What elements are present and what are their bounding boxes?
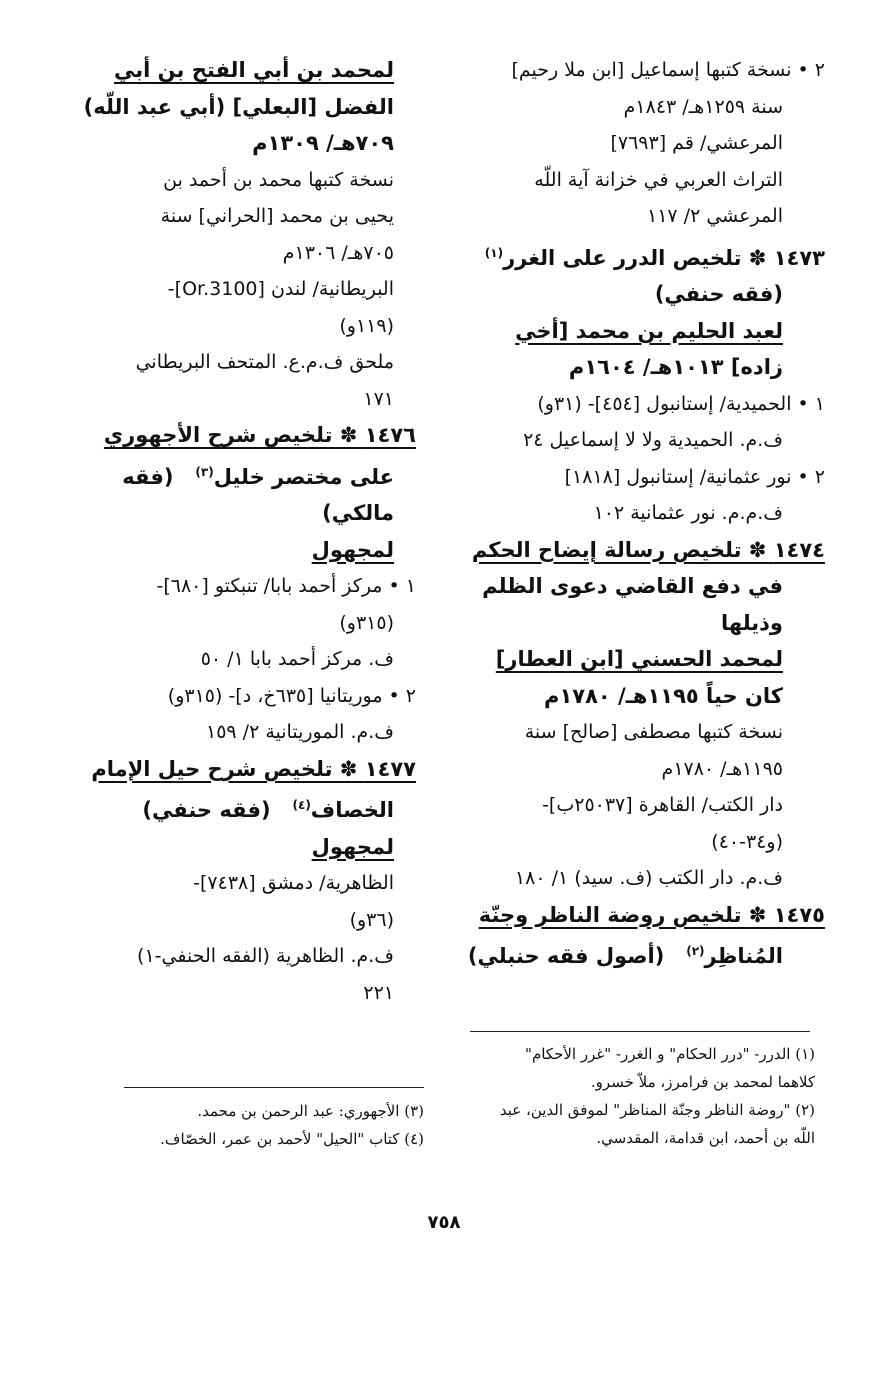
footnote-marker: (٢) — [686, 944, 705, 958]
footnote-line: (٢) "روضة الناظر وجنّة المناظر" لموفق الدين، عبد — [499, 1101, 815, 1119]
right-column-line — [470, 860, 825, 897]
line-text: وذيلها — [720, 610, 783, 635]
line-text: ٢ • نور عثمانية/ إستانبول [١٨١٨] — [564, 465, 825, 488]
left-column-line — [98, 308, 394, 345]
footnote-line: (٤) كتاب "الحيل" لأحمد بن عمر، الخصّاف. — [160, 1130, 424, 1148]
right-column-line — [470, 568, 825, 605]
line-text: ف.م. دار الكتب (ف. سيد) ١/ ١٨٠ — [514, 867, 783, 889]
left-column-line — [98, 235, 394, 272]
left-column-line — [98, 568, 416, 605]
right-column-line — [470, 678, 825, 715]
line-text: نسخة كتبها محمد بن أحمد بن — [163, 168, 394, 191]
line-text: نسخة كتبها مصطفى [صالح] سنة — [524, 721, 783, 743]
line-text: على مختصر خليل — [213, 464, 394, 489]
left-column-line — [98, 975, 394, 1012]
right-column-line — [470, 532, 825, 569]
line-text: ٢٢١ — [363, 981, 394, 1004]
line-text: ٧٠٥هـ/ ١٣٠٦م — [282, 241, 394, 264]
line-text: لمجهول — [311, 537, 394, 562]
line-text: ف.م. الظاهرية (الفقه الحنفي-١) — [137, 945, 394, 967]
footnotes-right — [470, 1040, 815, 1152]
line-text: في دفع القاضي دعوى الظلم — [482, 574, 783, 598]
line-text: التراث العربي في خزانة آية اللّه — [534, 168, 783, 191]
line-text: زاده] ١٠١٣هـ/ ١٦٠٤م — [568, 355, 783, 379]
line-text: (٣٦و) — [349, 908, 394, 931]
line-tail: (فقه — [122, 464, 196, 489]
left-column — [83, 52, 416, 1011]
line-text: ١٤٧٧ ✽ تلخيص شرح حيل الإمام — [91, 756, 416, 781]
left-column-line — [98, 605, 394, 642]
right-column-line — [470, 641, 825, 678]
line-text: (و٣٤-٤٠) — [711, 830, 783, 853]
page-number: ٧٥٨ — [427, 1212, 461, 1233]
right-column-line — [470, 125, 825, 162]
left-column-line — [98, 454, 394, 496]
line-text: (١١٩و) — [339, 314, 394, 337]
left-column-line — [98, 162, 394, 199]
footnote-marker: (٤) — [292, 798, 311, 812]
left-column-line — [83, 89, 394, 126]
footnote-separator-left — [124, 1087, 424, 1088]
line-text: ١٧١ — [363, 387, 394, 410]
footnote-line: (٣) الأجهوري: عبد الرحمن بن محمد. — [197, 1102, 424, 1120]
left-column-line — [91, 751, 416, 788]
left-column-line — [98, 271, 394, 308]
right-column-line — [470, 459, 825, 496]
right-column-line — [470, 235, 825, 277]
left-column-line — [98, 125, 394, 162]
left-column-line — [98, 938, 394, 975]
left-column-line — [98, 198, 394, 235]
footnote-marker: (٣) — [195, 464, 214, 479]
line-text: لمحمد بن أبي الفتح بن أبي — [114, 58, 394, 82]
right-column — [467, 52, 825, 975]
line-text: ٢ • نسخة كتبها إسماعيل [ابن ملا رحيم] — [511, 59, 825, 81]
left-column-line — [98, 495, 394, 532]
footnotes-left — [124, 1097, 424, 1153]
right-column-line — [470, 605, 825, 642]
line-text: ف.م. الموريتانية ٢/ ١٥٩ — [206, 721, 394, 743]
right-column-line — [467, 933, 825, 975]
line-text: ٢ • موريتانيا [٦٣٥خ، د]- (٣١٥و) — [167, 684, 416, 707]
right-column-line — [470, 897, 825, 934]
footnote-separator-right — [470, 1031, 810, 1032]
line-text: الفضل [البعلي] (أبي عبد اللّه) — [83, 94, 394, 119]
right-column-line — [470, 52, 825, 89]
line-text: ٧٠٩هـ/ ١٣٠٩م — [252, 131, 394, 155]
left-column-line — [98, 902, 394, 939]
right-column-line — [470, 349, 825, 386]
right-column-line — [470, 824, 825, 861]
right-column-line — [470, 276, 825, 313]
line-text: ١٤٧٣ ✽ تلخيص الدرر على الغرر — [503, 245, 825, 270]
line-text: البريطانية/ لندن [Or.3100]- — [167, 278, 394, 300]
line-tail: (فقه حنفي) — [142, 798, 293, 822]
right-column-line — [470, 422, 825, 459]
right-column-line — [470, 89, 825, 126]
line-text: ١ • مركز أحمد بابا/ تنبكتو [٦٨٠]- — [156, 575, 416, 597]
line-text: ١ • الحميدية/ إستانبول [٤٥٤]- (٣١و) — [537, 392, 825, 415]
left-column-line — [98, 641, 394, 678]
line-text: ١٤٧٤ ✽ تلخيص رسالة إيضاح الحكم — [471, 537, 825, 562]
left-column-line — [98, 532, 394, 569]
line-text: سنة ١٢٥٩هـ/ ١٨٤٣م — [623, 95, 783, 118]
left-column-line — [98, 678, 416, 715]
line-text: ١١٩٥هـ/ ١٧٨٠م — [661, 757, 783, 780]
line-text: ملحق ف.م.ع. المتحف البريطاني — [135, 351, 394, 373]
left-column-line — [98, 417, 416, 454]
line-text: (فقه حنفي) — [654, 282, 783, 306]
line-text: لعبد الحليم بن محمد [أخي — [515, 318, 783, 343]
line-text: يحيى بن محمد [الحراني] سنة — [160, 205, 394, 227]
left-column-line — [98, 865, 394, 902]
line-text: المرعشي ٢/ ١١٧ — [647, 205, 783, 227]
left-column-line — [98, 381, 394, 418]
line-text: ١٤٧٦ ✽ تلخيص شرح الأجهوري — [103, 423, 416, 447]
footnote-line: كلاهما لمحمد بن فرامرز، ملاّ خسرو. — [590, 1073, 815, 1091]
left-column-line — [98, 52, 394, 89]
line-text: كان حياً ١١٩٥هـ/ ١٧٨٠م — [544, 683, 783, 708]
line-tail: (أصول فقه حنبلي) — [467, 944, 687, 968]
line-text: (٣١٥و) — [339, 611, 394, 634]
line-text: مالكي) — [322, 501, 394, 525]
left-column-line — [98, 344, 394, 381]
line-text: ف.م.م. نور عثمانية ١٠٢ — [593, 502, 783, 524]
left-column-line — [98, 787, 394, 829]
line-text: لمحمد الحسني [ابن العطار] — [495, 647, 783, 671]
line-text: الظاهرية/ دمشق [٧٤٣٨]- — [193, 872, 394, 894]
right-column-line — [470, 495, 825, 532]
line-text: ف.م. الحميدية ولا لا إسماعيل ٢٤ — [523, 429, 783, 451]
line-text: الخصاف — [310, 798, 394, 822]
right-column-line — [470, 714, 825, 751]
right-column-line — [470, 198, 825, 235]
line-text: ١٤٧٥ ✽ تلخيص روضة الناظر وجنّة — [478, 902, 825, 927]
right-column-line — [470, 787, 825, 824]
footnote-line: اللّه بن أحمد، ابن قدامة، المقدسي. — [596, 1129, 815, 1147]
right-column-line — [470, 386, 825, 423]
right-column-line — [470, 751, 825, 788]
left-column-line — [98, 829, 394, 866]
footnote-marker: (١) — [484, 245, 504, 260]
line-text: دار الكتب/ القاهرة [٢٥٠٣٧ب]- — [542, 794, 783, 816]
right-column-line — [470, 162, 825, 199]
line-text: المُناظِر — [704, 944, 783, 968]
line-text: ف. مركز أحمد بابا ١/ ٥٠ — [200, 648, 394, 670]
footnote-line: (١) الدرر- "درر الحكام" و الغرر- "غرر الأحكام" — [525, 1045, 815, 1063]
line-text: المرعشي/ قم [٧٦٩٣] — [610, 132, 783, 154]
line-text: لمجهول — [311, 834, 394, 859]
left-column-line — [98, 714, 394, 751]
right-column-line — [470, 313, 825, 350]
